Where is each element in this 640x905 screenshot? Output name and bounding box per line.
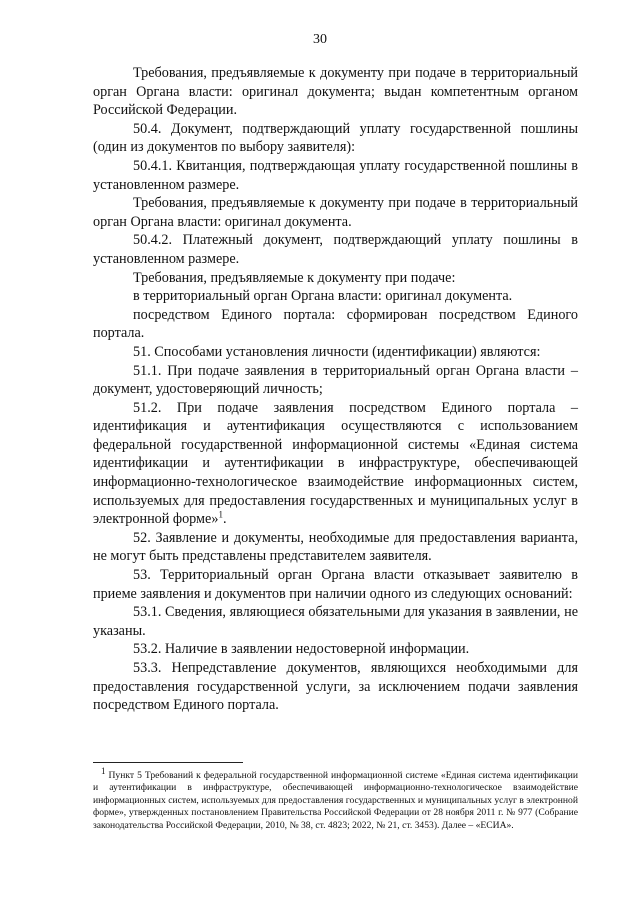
paragraph-portal: посредством Единого портала: сформирован посредством Единого портала.	[93, 306, 578, 342]
paragraph-53-1: 53.1. Сведения, являющиеся обязательными для указания в заявлении, не указаны.	[93, 604, 578, 639]
paragraph-50-4: 50.4. Документ, подтверждающий уплату государственной пошлины (один из документов по выбору заявителя):	[93, 120, 578, 156]
paragraph-50-4-1: 50.4.1. Квитанция, подтверждающая уплату государственной пошлины в установленном размере.	[93, 157, 578, 193]
footnote-mark: 1	[101, 765, 106, 776]
footnote-text-block	[93, 765, 578, 832]
footnote-reference: 1	[218, 509, 223, 520]
paragraph-requirements-3: Требования, предъявляемые к документу при подаче:	[133, 269, 456, 286]
document-body	[93, 64, 578, 715]
page-number: 30	[313, 32, 327, 47]
paragraph-territorial-organ: в территориальный орган Органа власти: оригинал документа.	[133, 288, 513, 305]
paragraph-50-4-2: 50.4.2. Платежный документ, подтверждающий уплату пошлины в установленном размере.	[93, 232, 578, 267]
paragraph-requirements-1: Требования, предъявляемые к документу при подаче в территориальный орган Органа власти: оригинал документа; выдан компетентным органом Российской Федерации.	[93, 65, 578, 119]
footnote-separator	[93, 762, 243, 763]
paragraph-53: 53. Территориальный орган Органа власти отказывает заявителю в приеме заявления и документов при наличии одного из следующих оснований:	[93, 567, 578, 602]
footnote	[93, 765, 578, 832]
paragraph-53-2: 53.2. Наличие в заявлении недостоверной информации.	[133, 641, 470, 658]
paragraph-51-2-text: 51.2. При подаче заявления посредством Единого портала – идентификация и аутентификация осуществляются с использованием федеральной государственной информационной системы «Единая система идентификации и аутентификации в инфраструктуре, обеспечивающей информационно-технологическое взаимодействие информационных систем, используемых для предоставления государственных и муниципальных услуг в электронной форме»	[93, 399, 578, 528]
paragraph-51-2-end: .	[222, 511, 227, 528]
paragraph-53-3: 53.3. Непредставление документов, являющихся необходимыми для предоставления государственной услуги, за исключением подачи заявления посредством Единого портала.	[93, 660, 578, 714]
paragraph-51-2	[93, 399, 578, 529]
paragraph-requirements-2: Требования, предъявляемые к документу при подаче в территориальный орган Органа власти: оригинал документа.	[93, 195, 578, 230]
paragraph-51-1: 51.1. При подаче заявления в территориальный орган Органа власти – документ, удостоверяющий личность;	[93, 362, 578, 398]
footnote-text: Пункт 5 Требований к федеральной государственной информационной системе «Единая система идентификации и аутентификации в инфраструктуре, обеспечивающей информационно-технологическое взаимодействие информационных систем, используемых для предоставления государственных и муниципальных услуг в электронной форме», утвержденных постановлением Правительства Российской Федерации от 28 ноября 2011 г. № 977 (Собрание законодательства Российской Федерации, 2010, № 38, ст. 4823; 2022, № 21, ст. 3453). Далее – «ЕСИА».	[93, 770, 578, 831]
paragraph-52: 52. Заявление и документы, необходимые для предоставления варианта, не могут быть представлены представителем заявителя.	[93, 529, 578, 565]
paragraph-51: 51. Способами установления личности (идентификации) являются:	[133, 343, 541, 360]
